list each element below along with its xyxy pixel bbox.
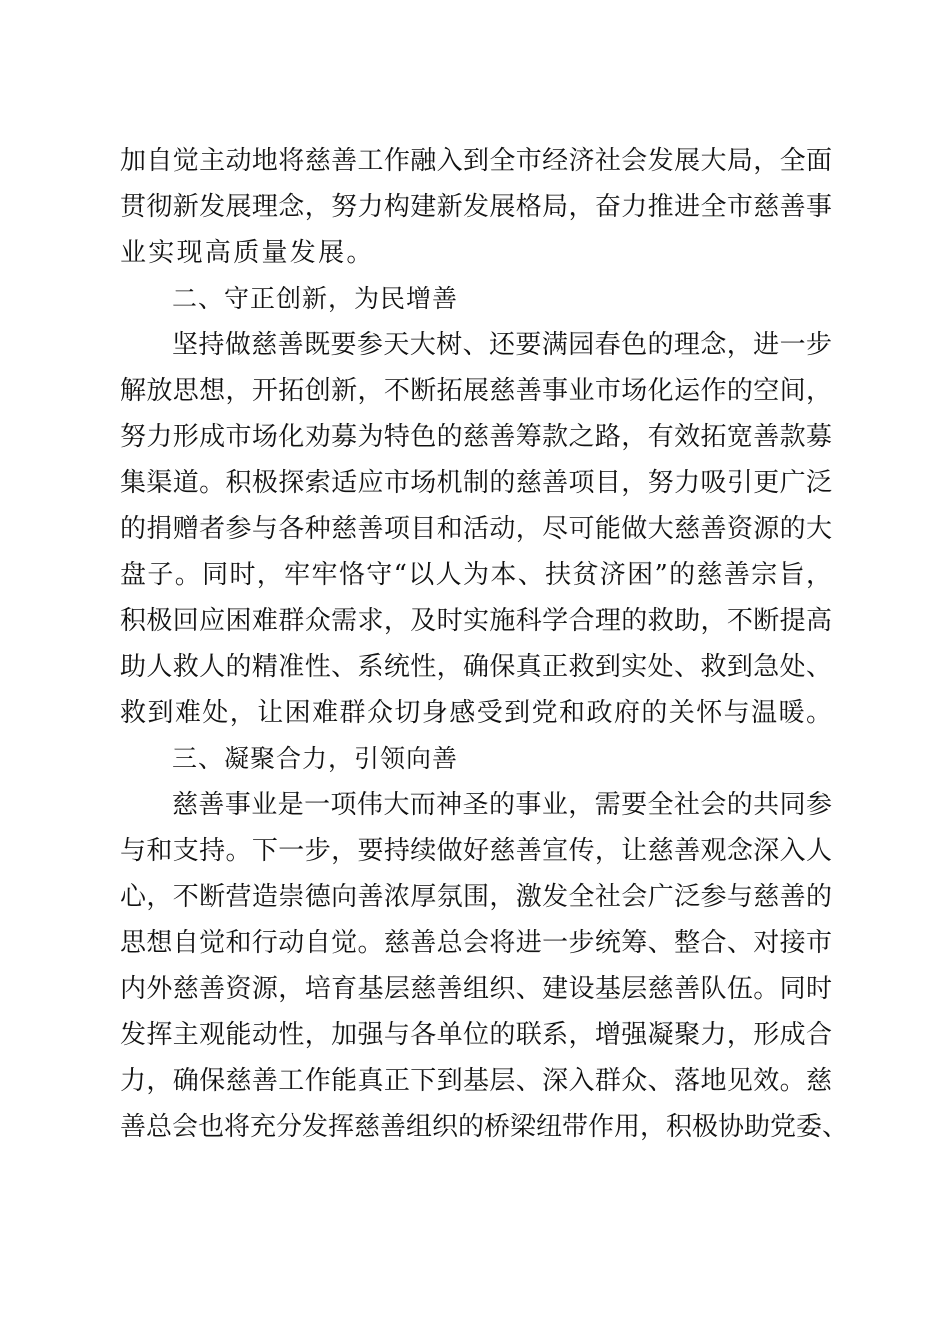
paragraph-line: 的捐赠者参与各种慈善项目和活动，尽可能做大慈善资源的大 xyxy=(120,514,832,544)
paragraph-line: 与和支持。下一步，要持续做好慈善宣传，让慈善观念深入人 xyxy=(120,836,832,866)
paragraph-line: 力，确保慈善工作能真正下到基层、深入群众、落地见效。慈 xyxy=(120,1066,832,1096)
paragraph-line: 发挥主观能动性，加强与各单位的联系，增强凝聚力，形成合 xyxy=(120,1020,832,1050)
paragraph-line: 贯彻新发展理念，努力构建新发展格局，奋力推进全市慈善事 xyxy=(120,192,832,222)
paragraph-line: 救到难处，让困难群众切身感受到党和政府的关怀与温暖。 xyxy=(120,698,832,728)
paragraph-line: 集渠道。积极探索适应市场机制的慈善项目，努力吸引更广泛 xyxy=(120,468,832,498)
paragraph-line: 坚持做慈善既要参天大树、还要满园春色的理念，进一步 xyxy=(172,330,832,360)
paragraph-line: 心，不断营造崇德向善浓厚氛围，激发全社会广泛参与慈善的 xyxy=(120,882,832,912)
paragraph-line: 业实现高质量发展。 xyxy=(120,238,375,268)
paragraph-line: 善总会也将充分发挥慈善组织的桥梁纽带作用，积极协助党委、 xyxy=(120,1112,849,1142)
paragraph-line: 慈善事业是一项伟大而神圣的事业，需要全社会的共同参 xyxy=(172,790,832,820)
paragraph-line: 积极回应困难群众需求，及时实施科学合理的救助，不断提高 xyxy=(120,606,832,636)
paragraph-line: 内外慈善资源，培育基层慈善组织、建设基层慈善队伍。同时 xyxy=(120,974,832,1004)
paragraph-line: 努力形成市场化劝募为特色的慈善筹款之路，有效拓宽善款募 xyxy=(120,422,832,452)
paragraph-line: 思想自觉和行动自觉。慈善总会将进一步统筹、整合、对接市 xyxy=(120,928,832,958)
paragraph-line: 盘子。同时，牢牢恪守“以人为本、扶贫济困”的慈善宗旨， xyxy=(120,560,832,590)
paragraph-line: 解放思想，开拓创新，不断拓展慈善事业市场化运作的空间， xyxy=(120,376,832,406)
section-heading-3: 三、凝聚合力，引领向善 xyxy=(172,744,459,773)
paragraph-line: 助人救人的精准性、系统性，确保真正救到实处、救到急处、 xyxy=(120,652,832,682)
section-heading-2: 二、守正创新，为民增善 xyxy=(172,284,459,313)
paragraph-line: 加自觉主动地将慈善工作融入到全市经济社会发展大局，全面 xyxy=(120,146,832,176)
